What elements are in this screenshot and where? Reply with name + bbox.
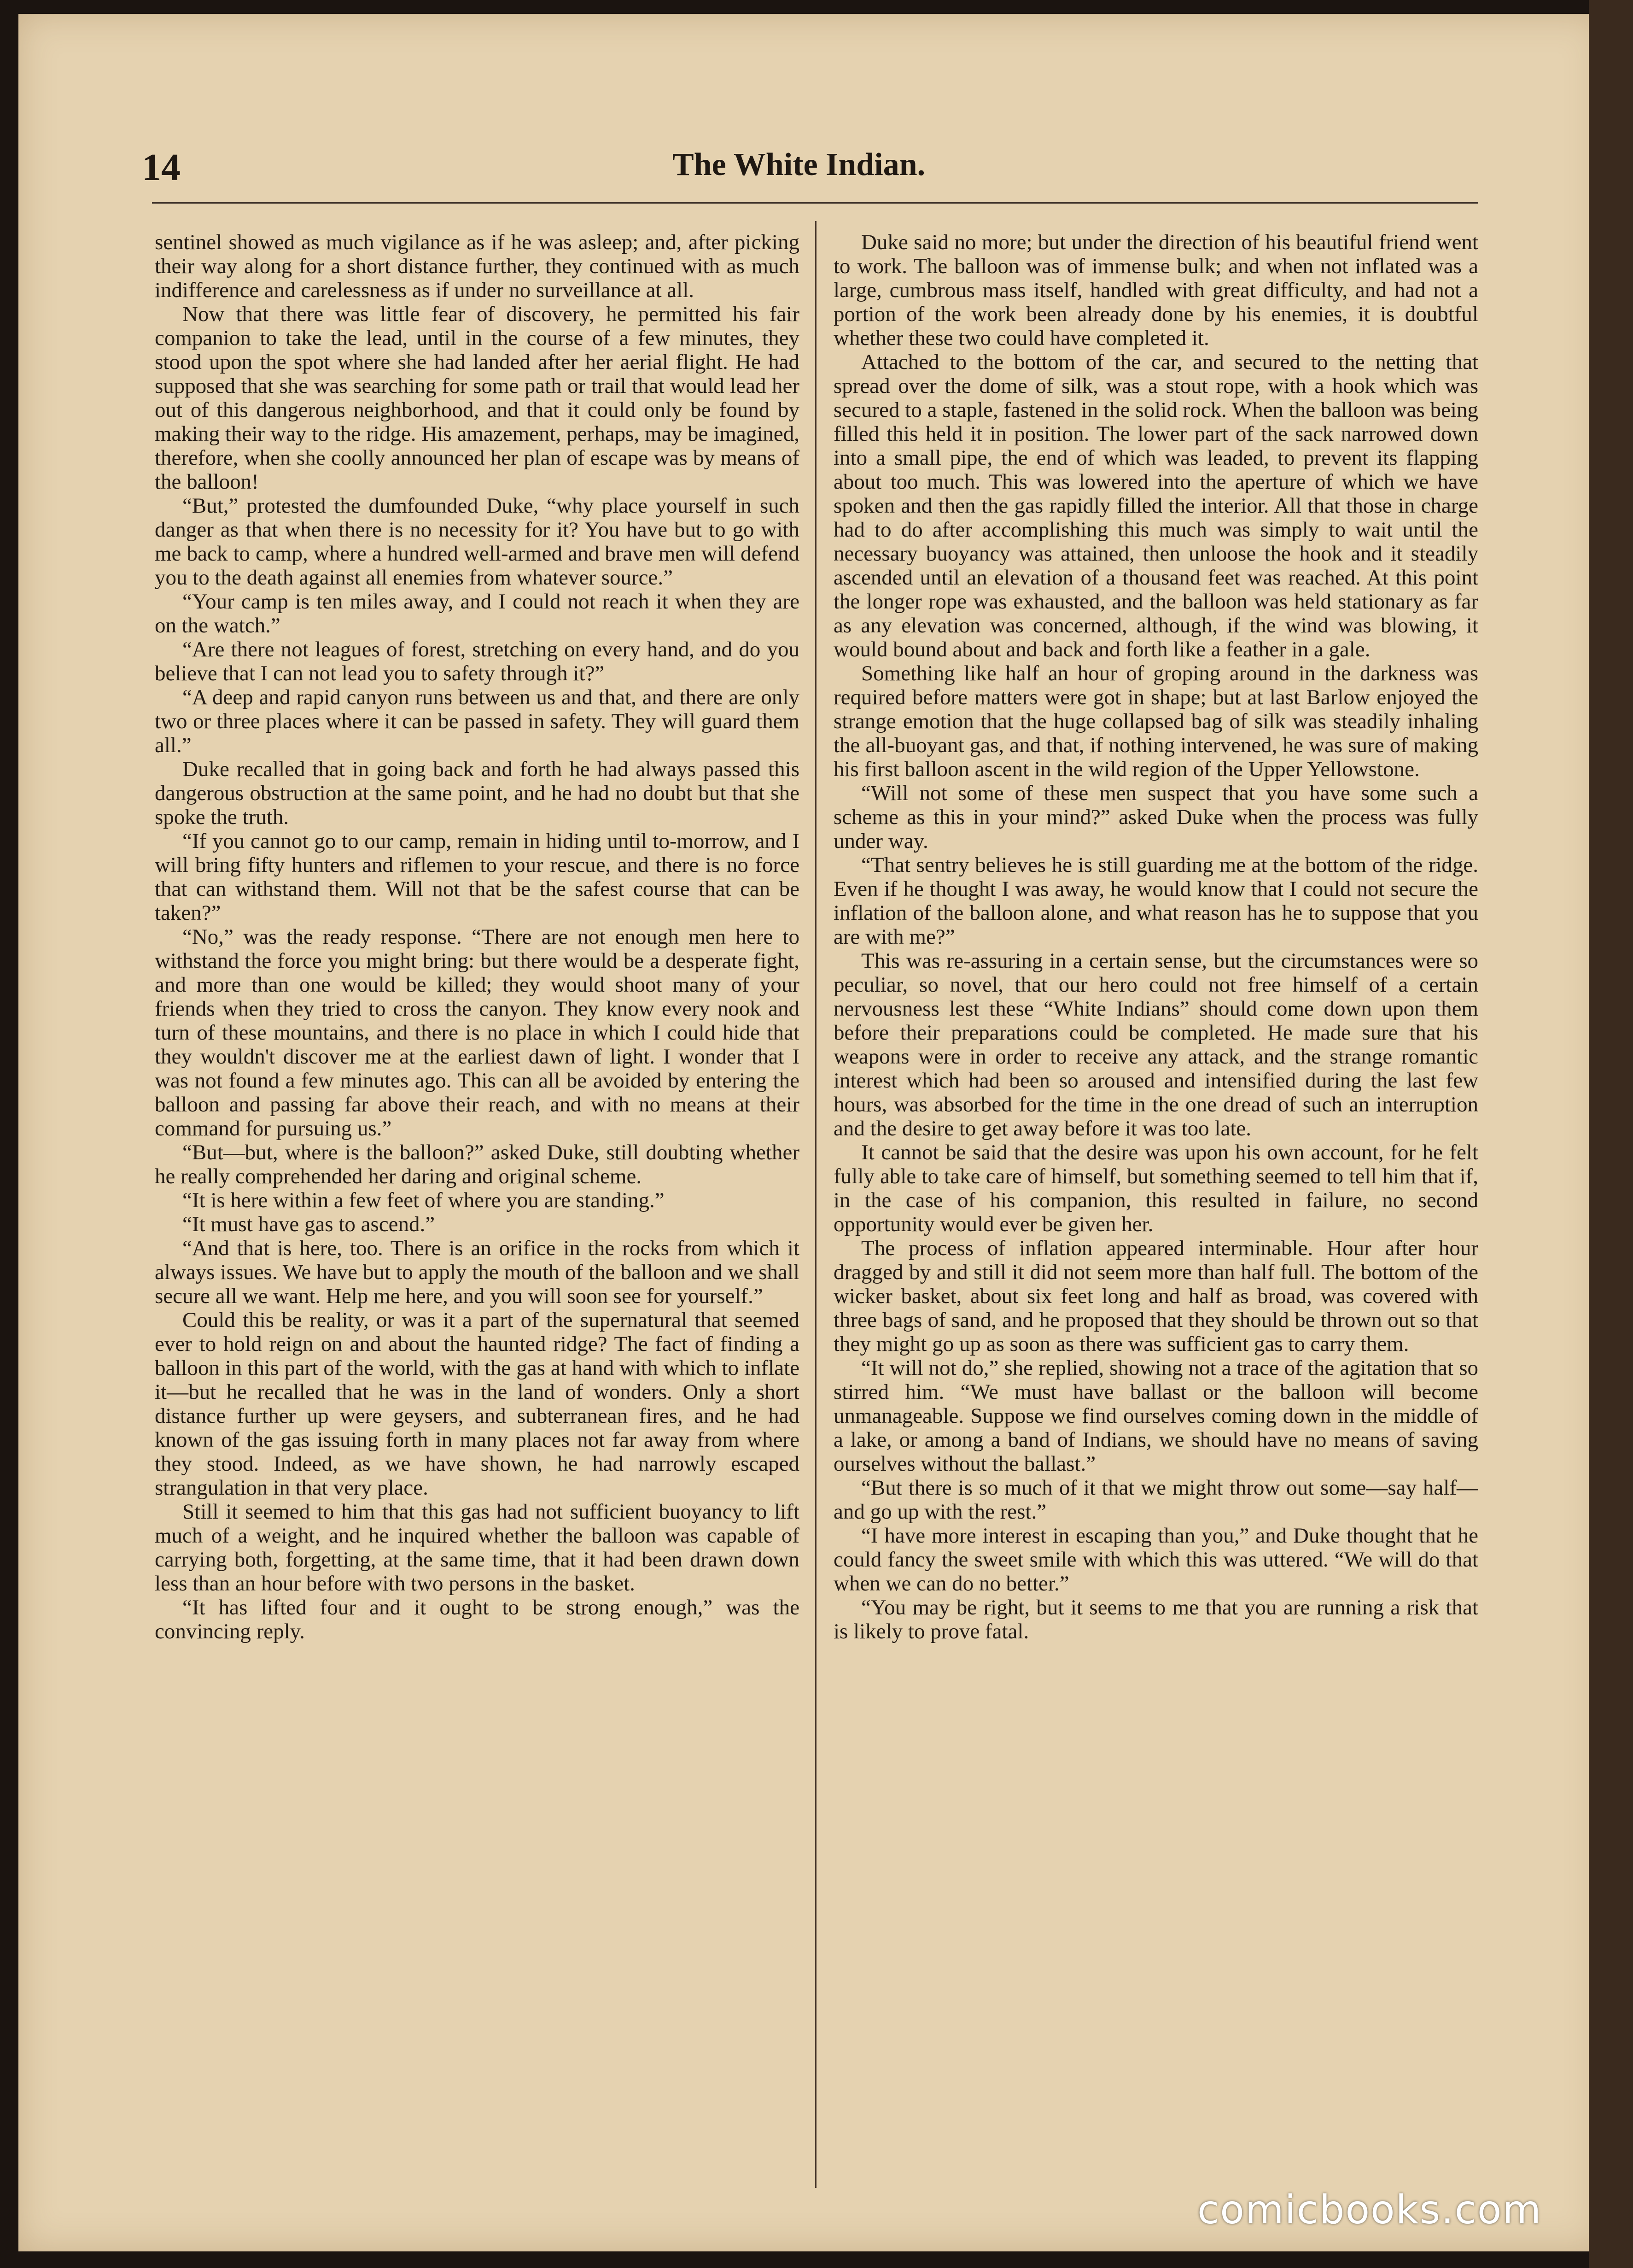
running-title: The White Indian. xyxy=(672,147,926,182)
paragraph: “You may be right, but it seems to me that you are running a risk that is likely to prove fatal. xyxy=(834,1596,1478,1643)
paragraph: “Will not some of these men suspect that you have some such a scheme as this in your mind?” asked Duke when the process was fully under way. xyxy=(834,781,1478,853)
paragraph: “And that is here, too. There is an orifice in the rocks from which it always issues. We have but to apply the mouth of the balloon and we shall secure all we want. Help me here, and you will soon see for yourself.” xyxy=(155,1236,799,1308)
paragraph: “Are there not leagues of forest, stretching on every hand, and do you believe that I can not lead you to safety through it?” xyxy=(155,637,799,685)
paragraph: “Your camp is ten miles away, and I could not reach it when they are on the watch.” xyxy=(155,590,799,637)
paragraph: “But—but, where is the balloon?” asked Duke, still doubting whether he really comprehended her daring and original scheme. xyxy=(155,1140,799,1188)
paragraph: “If you cannot go to our camp, remain in hiding until to-morrow, and I will bring fifty hunters and riflemen to your rescue, and there is no force that can withstand them. Will not that be the safest course that can be taken?” xyxy=(155,829,799,925)
paragraph: The process of inflation appeared interminable. Hour after hour dragged by and still it did not seem more than half full. The bottom of the wicker basket, about six feet long and half as broad, was covered with three bags of sand, and he proposed that they should be thrown out so that they might go up as soon as there was sufficient gas to carry them. xyxy=(834,1236,1478,1356)
paragraph: “It has lifted four and it ought to be strong enough,” was the convincing reply. xyxy=(155,1596,799,1643)
page-number: 14 xyxy=(142,146,181,189)
paragraph: “That sentry believes he is still guarding me at the bottom of the ridge. Even if he thought I was away, he would know that I could not secure the inflation of the balloon alone, and what reason has he to suppose that you are with me?” xyxy=(834,853,1478,949)
paragraph: “No,” was the ready response. “There are not enough men here to withstand the force you might bring: but there would be a desperate fight, and more than one would be killed; they would shoot many of your friends when they tried to cross the canyon. They know every nook and turn of these mountains, and there is no place in which I could hide that they wouldn't discover me at the earliest dawn of light. I wonder that I was not found a few minutes ago. This can all be avoided by entering the balloon and passing far above their reach, and with no means at their command for pursuing us.” xyxy=(155,925,799,1140)
paragraph: Attached to the bottom of the car, and secured to the netting that spread over the dome of silk, was a stout rope, with a hook which was secured to a staple, fastened in the solid rock. When the balloon was being filled this held it in position. The lower part of the sack narrowed down into a small pipe, the end of which was leaded, to prevent its flapping about too much. This was lowered into the aperture of which we have spoken and then the gas rapidly filled the interior. All that those in charge had to do after accomplishing this much was simply to wait until the necessary buoyancy was attained, then unloose the hook and it steadily ascended until an elevation of a thousand feet was reached. At this point the longer rope was exhausted, and the balloon was held stationary as far as any elevation was concerned, although, if the wind was blowing, it would bound about and back and forth like a feather in a gale. xyxy=(834,350,1478,661)
paragraph: “A deep and rapid canyon runs between us and that, and there are only two or three places where it can be passed in safety. They will guard them all.” xyxy=(155,685,799,757)
paragraph: This was re-assuring in a certain sense, but the circumstances were so peculiar, so novel, that our hero could not free himself of a certain nervousness lest these “White Indians” should come down upon them before their preparations could be completed. He made sure that his weapons were in order to receive any attack, and the strange romantic interest which had been so aroused and intensified during the last few hours, was absorbed for the time in the one dread of such an interruption and the desire to get away before it was too late. xyxy=(834,949,1478,1140)
paragraph: “It is here within a few feet of where you are standing.” xyxy=(182,1188,665,1212)
paragraph: Duke said no more; but under the direction of his beautiful friend went to work. The balloon was of immense bulk; and when not inflated was a large, cumbrous mass itself, handled with great difficulty, and had not a portion of the work been already done by his enemies, it is doubtful whether these two could have completed it. xyxy=(834,230,1478,350)
paragraph: It cannot be said that the desire was upon his own account, for he felt fully able to take care of himself, but something seemed to tell him that if, in the case of his companion, this resulted in failure, no second opportunity would ever be given her. xyxy=(834,1140,1478,1236)
paragraph: “It will not do,” she replied, showing not a trace of the agitation that so stirred him. “We must have ballast or the balloon will become unmanageable. Suppose we find ourselves coming down in the middle of a lake, or among a band of Indians, we should have no means of saving ourselves without the ballast.” xyxy=(834,1356,1478,1476)
watermark: comicbooks.com xyxy=(1197,2187,1542,2233)
paragraph: sentinel showed as much vigilance as if he was asleep; and, after picking their way along for a short distance further, they continued with as much indifference and carelessness as if under no surveillance at all. xyxy=(155,230,799,302)
paragraph: “But there is so much of it that we might throw out some—say half—and go up with the rest.” xyxy=(834,1476,1478,1524)
paragraph: “It must have gas to ascend.” xyxy=(182,1212,435,1236)
paragraph: “I have more interest in escaping than you,” and Duke thought that he could fancy the sweet smile with which this was uttered. “We will do that when we can do no better.” xyxy=(834,1524,1478,1596)
column-divider xyxy=(815,221,816,2188)
left-column xyxy=(155,230,799,2188)
paragraph: Now that there was little fear of discovery, he permitted his fair companion to take the lead, until in the course of a few minutes, they stood upon the spot where she had landed after her aerial flight. He had supposed that she was searching for some path or trail that would lead her out of this dangerous neighborhood, and that it could only be found by making their way to the ridge. His amazement, perhaps, may be imagined, therefore, when she coolly announced her plan of escape was by means of the balloon! xyxy=(155,302,799,494)
paragraph: “But,” protested the dumfounded Duke, “why place yourself in such danger as that when there is no necessity for it? You have but to go with me back to camp, where a hundred well-armed and brave men will defend you to the death against all enemies from whatever source.” xyxy=(155,494,799,590)
paragraph: Still it seemed to him that this gas had not sufficient buoyancy to lift much of a weight, and he inquired whether the balloon was capable of carrying both, forgetting, at the same time, that it had been drawn down less than an hour before with two persons in the basket. xyxy=(155,1500,799,1596)
header-rule xyxy=(152,202,1478,204)
right-column xyxy=(834,230,1478,2188)
paragraph: Something like half an hour of groping around in the darkness was required before matters were got in shape; but at last Barlow enjoyed the strange emotion that the huge collapsed bag of silk was steadily inhaling the all-buoyant gas, and that, if nothing intervened, he was sure of making his first balloon ascent in the wild region of the Upper Yellowstone. xyxy=(834,661,1478,781)
paragraph: Duke recalled that in going back and forth he had always passed this dangerous obstruction at the same point, and he had no doubt but that she spoke the truth. xyxy=(155,757,799,829)
paragraph: Could this be reality, or was it a part of the supernatural that seemed ever to hold reign on and about the haunted ridge? The fact of finding a balloon in this part of the world, with the gas at hand with which to inflate it—but he recalled that he was in the land of wonders. Only a short distance further up were geysers, and subterranean fires, and he had known of the gas issuing forth in many places not far away from where they stood. Indeed, as we have shown, he had narrowly escaped strangulation in that very place. xyxy=(155,1308,799,1500)
page-binding-edge xyxy=(1589,0,1633,2268)
